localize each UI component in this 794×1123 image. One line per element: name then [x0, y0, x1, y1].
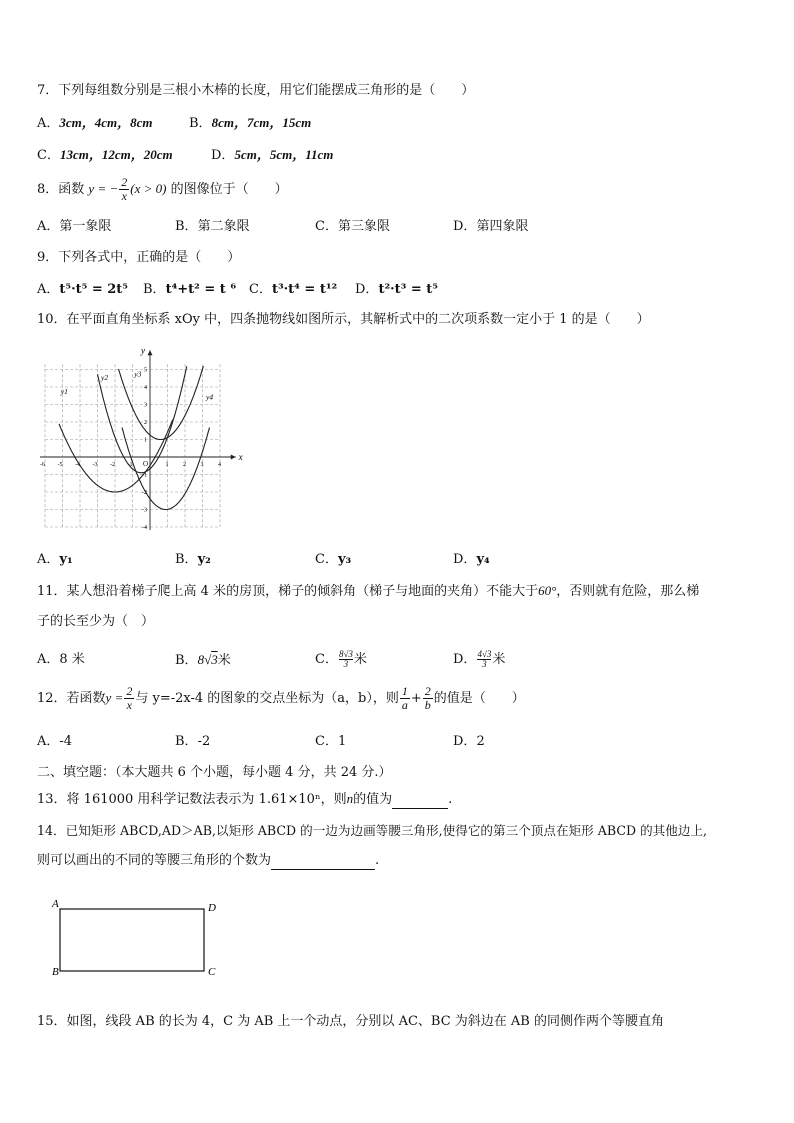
q10-option-c: C．y₃: [315, 552, 352, 567]
q9-option-c: C．t³·t⁴ = t¹²: [249, 282, 338, 297]
q8-options: [37, 218, 737, 236]
curve-label-y2: y2: [101, 373, 109, 382]
q14-rectangle-figure: [44, 895, 234, 980]
q11-option-c: C． $\frac{8√3}{3}$ 米: [315, 649, 367, 669]
q12-option-a: A．-4: [37, 734, 73, 749]
y-tick-label: -2: [142, 490, 147, 496]
x-tick-label: -5: [57, 462, 63, 468]
q11-option-d: D． $\frac{4√3}{3}$ 米: [453, 649, 506, 669]
q12-options: [37, 733, 737, 751]
vertex-label-d: D: [208, 902, 216, 914]
q10-stem: 10．在平面直角坐标系 xOy 中，四条抛物线如图所示，其解析式中的二次项系数一定小于 1 的是（ ）: [37, 312, 650, 327]
y-tick-label: 1: [144, 437, 147, 444]
q11-options: [37, 648, 737, 672]
x-tick-label: 4: [218, 462, 221, 468]
x-tick-label: -4: [75, 462, 80, 468]
x-tick-label: -3: [92, 462, 98, 468]
q12-stem: 12．若函数y = $\frac{2}{x}$ 与 y=-2x-4 的图象的交点坐标为（a，b），则 $\frac{1}{a}$ + $\frac{2}{b}$ 的值是（ ）: [37, 684, 525, 712]
q7-option-b: B．8cm，7cm，15cm: [189, 115, 312, 131]
q8-fraction: $\frac{2}{x}$: [121, 175, 128, 203]
q12-option-c: C．1: [315, 734, 347, 749]
section-heading: 二、填空题：（本大题共 6 个小题，每小题 4 分，共 24 分.）: [37, 765, 392, 780]
curve-label-y4: y4: [206, 392, 214, 402]
q9-stem: 9．下列各式中，正确的是（ ）: [37, 250, 241, 265]
x-tick-label: 2: [183, 462, 186, 468]
y-tick-label: 4: [144, 385, 147, 391]
q7-options: [37, 114, 737, 132]
vertex-label-c: C: [208, 966, 216, 978]
q8-option-c: C．第三象限: [315, 219, 390, 234]
parabola-y1: [59, 420, 173, 492]
q7-option-c: C．13cm，12cm，20cm: [37, 147, 173, 163]
q10-option-d: D．y₄: [453, 552, 490, 567]
graph-labels: [40, 345, 243, 530]
q8-option-a: A．第一象限: [37, 219, 112, 234]
q12-option-b: B．-2: [175, 734, 211, 749]
y-tick-label: 3: [144, 402, 147, 409]
q7-options-2: [37, 146, 737, 164]
y-tick-label: -1: [142, 472, 147, 479]
q14-line2: 则可以画出的不同的等腰三角形的个数为 .: [37, 853, 380, 868]
q7-option-a: A．3cm，4cm，8cm: [37, 115, 153, 131]
answer-blank[interactable]: [271, 869, 375, 870]
q14-line1: 14．已知矩形 ABCD,AD＞AB,以矩形 ABCD 的一边为边画等腰三角形,使得它的第三个顶点在矩形 ABCD 的其他边上,: [37, 823, 708, 838]
q11-option-a: A．8 米: [37, 652, 85, 667]
x-tick-label: 1: [165, 462, 169, 468]
q11-line1: 11．某人想沿着梯子爬上高 4 米的房顶，梯子的倾斜角（梯子与地面的夹角）不能大于60°，否则就有危险，那么梯: [37, 583, 700, 599]
y-tick-label: -3: [142, 507, 147, 514]
q9-option-b: B．t⁴+t² = t ⁶: [143, 282, 237, 297]
q8-option-b: B．第二象限: [175, 219, 250, 234]
parabola-y3: [119, 366, 204, 440]
q11-option-b: B．8√3米: [175, 652, 231, 668]
q10-option-a: A．y₁: [37, 552, 73, 567]
y-axis-label: y: [141, 345, 145, 356]
y-tick-label: 5: [144, 367, 147, 374]
q9-option-d: D．t²·t³ = t⁵: [355, 282, 439, 297]
q8-stem: 8．函数 y = − $\frac{2}{x}$ (x > 0) 的图像位于（ ）: [37, 175, 288, 203]
origin-label: O: [143, 460, 149, 468]
q10-option-b: B．y₂: [175, 552, 211, 567]
q7-stem: 7．下列每组数分别是三根小木棒的长度，用它们能摆成三角形的是（ ）: [37, 83, 475, 98]
curve-label-y3: y3: [134, 369, 142, 379]
x-tick-label: 3: [200, 462, 204, 468]
x-axis-arrow: [231, 455, 236, 460]
q10-parabola-graph: [40, 345, 250, 530]
curve-label-y1: y1: [60, 387, 68, 396]
y-tick-label: -4: [142, 525, 147, 530]
q10-options: [37, 551, 737, 569]
q9-options: [37, 281, 737, 299]
vertex-label-a: A: [52, 898, 59, 910]
x-tick-label: -1: [127, 462, 133, 468]
q15-line1: 15．如图，线段 AB 的长为 4，C 为 AB 上一个动点，分别以 AC、BC 为斜边在 AB 的同侧作两个等腰直角: [37, 1014, 664, 1029]
y-tick-label: 2: [144, 420, 147, 426]
rectangle-abcd: [60, 909, 204, 971]
graph-curves: [59, 366, 210, 510]
graph-grid: [45, 364, 220, 527]
q13-stem: 13．将 161000 用科学记数法表示为 1.61×10ⁿ，则n的值为 .: [37, 791, 453, 807]
q12-option-d: D．2: [453, 734, 485, 749]
vertex-label-b: B: [52, 966, 59, 978]
q7-option-d: D．5cm，5cm，11cm: [211, 147, 334, 163]
q11-line2: 子的长至少为（ ）: [37, 614, 155, 629]
q9-option-a: A．t⁵·t⁵ = 2t⁵: [37, 282, 129, 297]
q8-option-d: D．第四象限: [453, 219, 529, 234]
x-axis-label: x: [238, 452, 243, 462]
x-tick-label: -2: [110, 462, 115, 468]
y-axis-arrow: [148, 350, 153, 355]
answer-blank[interactable]: [392, 808, 448, 809]
x-tick-label: -6: [40, 462, 45, 468]
